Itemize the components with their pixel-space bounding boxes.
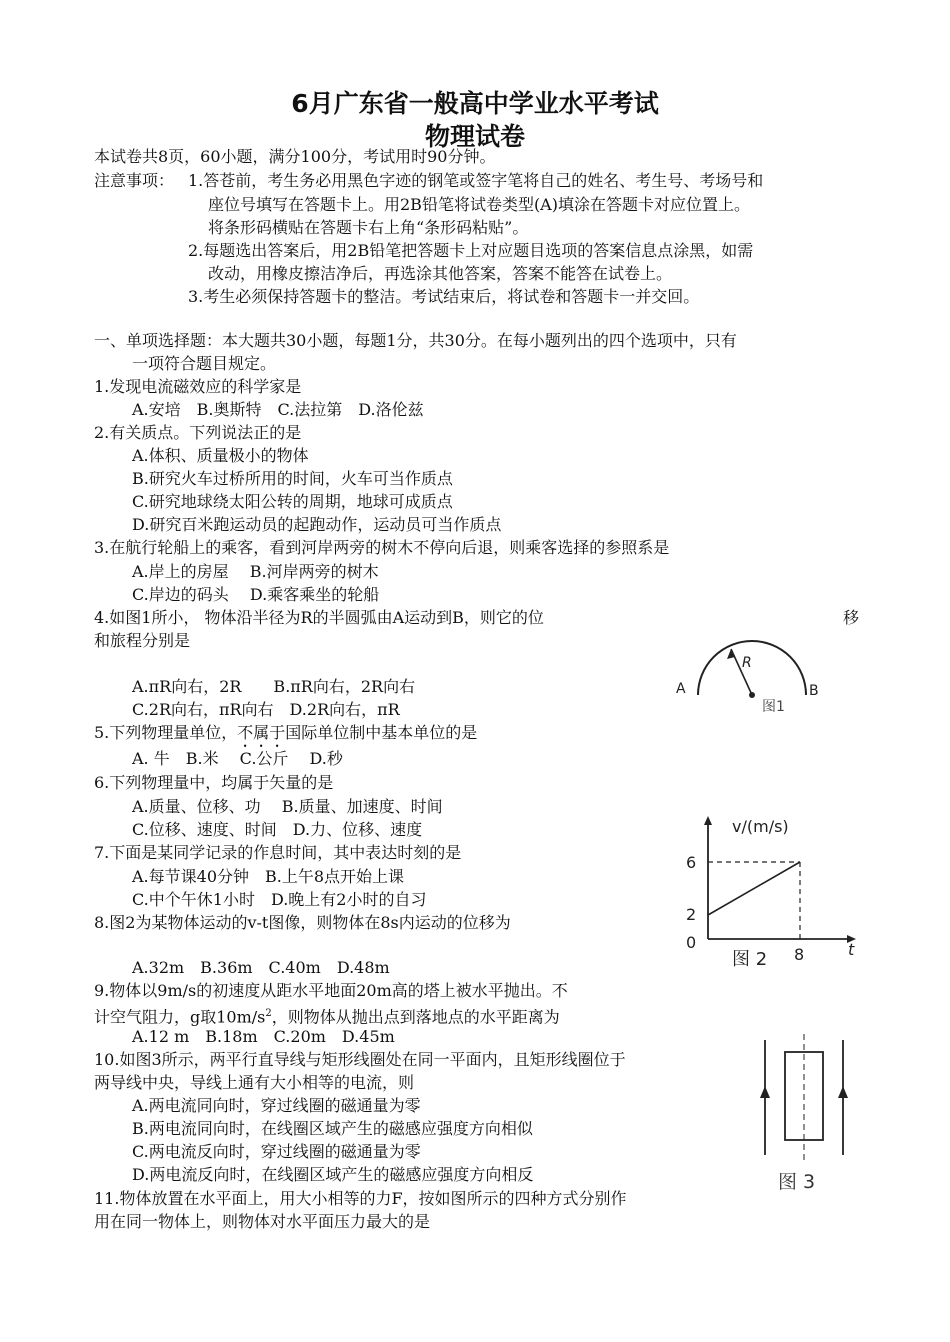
question-stem: 9.物体以9m/s的初速度从距水平地面20m高的塔上被水平抛出。不 — [94, 981, 568, 1000]
fig2-tick-6: 6 — [686, 853, 697, 872]
left-current-arrow — [760, 1086, 770, 1098]
velocity-line — [708, 862, 800, 915]
question-options: A.质量、位移、功 B.质量、加速度、时间 — [132, 797, 443, 816]
question-options: A.每节课40分钟 B.上午8点开始上课 — [132, 867, 405, 886]
question-option: A.体积、质量极小的物体 — [132, 446, 309, 465]
figure-2-vt-graph — [672, 812, 862, 972]
question-options: A. 牛 B.米 C.公斤 D.秒 — [132, 749, 343, 768]
question-stem: 10.如图3所示，两平行直导线与矩形线圈处在同一平面内，且矩形线圈位于 — [94, 1050, 626, 1069]
question-stem: 4.如图1所小， 物体沿半径为R的半圆弧由A运动到B，则它的位 — [94, 608, 544, 627]
question-stem-tail: 移 — [843, 608, 860, 627]
question-option: D.研究百米跑运动员的起跑动作，运动员可当作质点 — [132, 515, 502, 534]
question-option: B.两电流同向时，在线圈区域产生的磁感应强度方向相似 — [132, 1119, 533, 1138]
question-option: B.研究火车过桥所用的时间，火车可当作质点 — [132, 469, 453, 488]
fig1-label-b: B — [809, 683, 819, 699]
question-options: A.πR向右，2R B.πR向右，2R向右 — [132, 677, 416, 696]
fig2-tick-8: 8 — [794, 945, 805, 964]
section-heading: 一、单项选择题：本大题共30小题，每题1分，共30分。在每小题列出的四个选项中，只有 — [94, 331, 737, 350]
question-options: C.岸边的码头 D.乘客乘坐的轮船 — [132, 585, 380, 604]
question-stem: 3.在航行轮船上的乘客，看到河岸两旁的树木不停向后退，则乘客选择的参照系是 — [94, 538, 670, 557]
question-stem: 8.图2为某物体运动的v-t图像，则物体在8s内运动的位移为 — [94, 913, 511, 932]
fig2-tick-2: 2 — [686, 905, 697, 924]
center-point — [749, 692, 755, 698]
question-options: A.岸上的房屋 B.河岸两旁的树木 — [132, 562, 379, 581]
notice-label: 注意事项： — [94, 171, 175, 190]
question-stem-cont: 用在同一物体上，则物体对水平面压力最大的是 — [94, 1212, 431, 1231]
question-stem: 7.下面是某同学记录的作息时间，其中表达时刻的是 — [94, 843, 462, 862]
intro-line: 本试卷共8页，60小题，满分100分，考试用时90分钟。 — [94, 147, 496, 166]
question-option: C.研究地球绕太阳公转的周期，地球可成质点 — [132, 492, 453, 511]
question-stem: 5.下列物理量单位，不属于国际单位制中基本单位的是 — [94, 723, 478, 742]
question-option: C.两电流反向时，穿过线圈的磁通量为零 — [132, 1142, 421, 1161]
question-option: A.两电流同向时，穿过线圈的磁通量为零 — [132, 1096, 421, 1115]
notice-line: 1.答苍前，考生务必用黑色字迹的钢笔或签字笔将自己的姓名、考生号、考场号和 — [188, 171, 764, 190]
question-stem: 2.有关质点。下列说法正的是 — [94, 423, 302, 442]
fig2-ylabel: v/(m/s) — [732, 817, 789, 836]
question-stem: 11.物体放置在水平面上，用大小相等的力F，按如图所示的四种方式分别作 — [94, 1189, 627, 1208]
fig2-xlabel: t — [848, 940, 855, 959]
question-options: A.安培 B.奥斯特 C.法拉第 D.洛伦兹 — [132, 400, 424, 419]
question-options: A.32m B.36m C.40m D.48m — [132, 958, 390, 977]
notice-line: 将条形码横贴在答题卡右上角“条形码粘贴”。 — [208, 218, 529, 237]
question-options: C.2R向右，πR向右 D.2R向右，πR — [132, 700, 400, 719]
fig2-caption: 图 2 — [732, 949, 768, 970]
fig2-origin: 0 — [686, 933, 697, 952]
fig1-label-r: R — [742, 655, 752, 671]
fig1-caption: 图1 — [762, 699, 785, 715]
figure-3-wires-loop — [740, 1030, 860, 1195]
exam-title: 6月广东省一般高中学业水平考试 — [291, 89, 659, 118]
question-stem: 6.下列物理量中，均属于矢量的是 — [94, 773, 334, 792]
emphasis-text: 不属于 — [237, 723, 286, 742]
question-stem: 1.发现电流磁效应的科学家是 — [94, 377, 302, 396]
question-stem-cont: 计空气阻力，g取$10m/s^2$，则物体从抛出点到落地点的水平距离为 — [94, 1007, 560, 1027]
question-options: C.中个午休1小时 D.晚上有2小时的自习 — [132, 890, 427, 909]
notice-line: 2.每题选出答案后，用2B铅笔把答题卡上对应题目选项的答案信息点涂黑，如需 — [188, 241, 754, 260]
question-options: C.位移、速度、时间 D.力、位移、速度 — [132, 820, 423, 839]
notice-line: 3.考生必须保持答题卡的整洁。考试结束后，将试卷和答题卡一并交回。 — [188, 287, 700, 306]
semicircle-arc — [698, 641, 806, 695]
question-stem-cont: 两导线中央，导线上通有大小相等的电流，则 — [94, 1073, 415, 1092]
right-current-arrow — [838, 1086, 848, 1098]
question-option: D.两电流反向时，在线圈区域产生的磁感应强度方向相反 — [132, 1165, 534, 1184]
fig3-caption: 图 3 — [778, 1171, 816, 1193]
fig1-label-a: A — [676, 681, 686, 697]
exam-subtitle: 物理试卷 — [424, 122, 525, 151]
question-stem-cont: 和旅程分别是 — [94, 631, 191, 650]
y-axis-arrow — [704, 816, 712, 825]
section-heading-cont: 一项符合题目规定。 — [132, 354, 277, 373]
question-options: A.12 m B.18m C.20m D.45m — [132, 1027, 395, 1046]
notice-line: 座位号填写在答题卡上。用2B铅笔将试卷类型(A)填涂在答题卡对应位置上。 — [208, 195, 750, 214]
figure-1-semicircle — [668, 615, 838, 720]
notice-line: 改动，用橡皮擦洁净后，再选涂其他答案，答案不能答在试卷上。 — [208, 264, 673, 283]
